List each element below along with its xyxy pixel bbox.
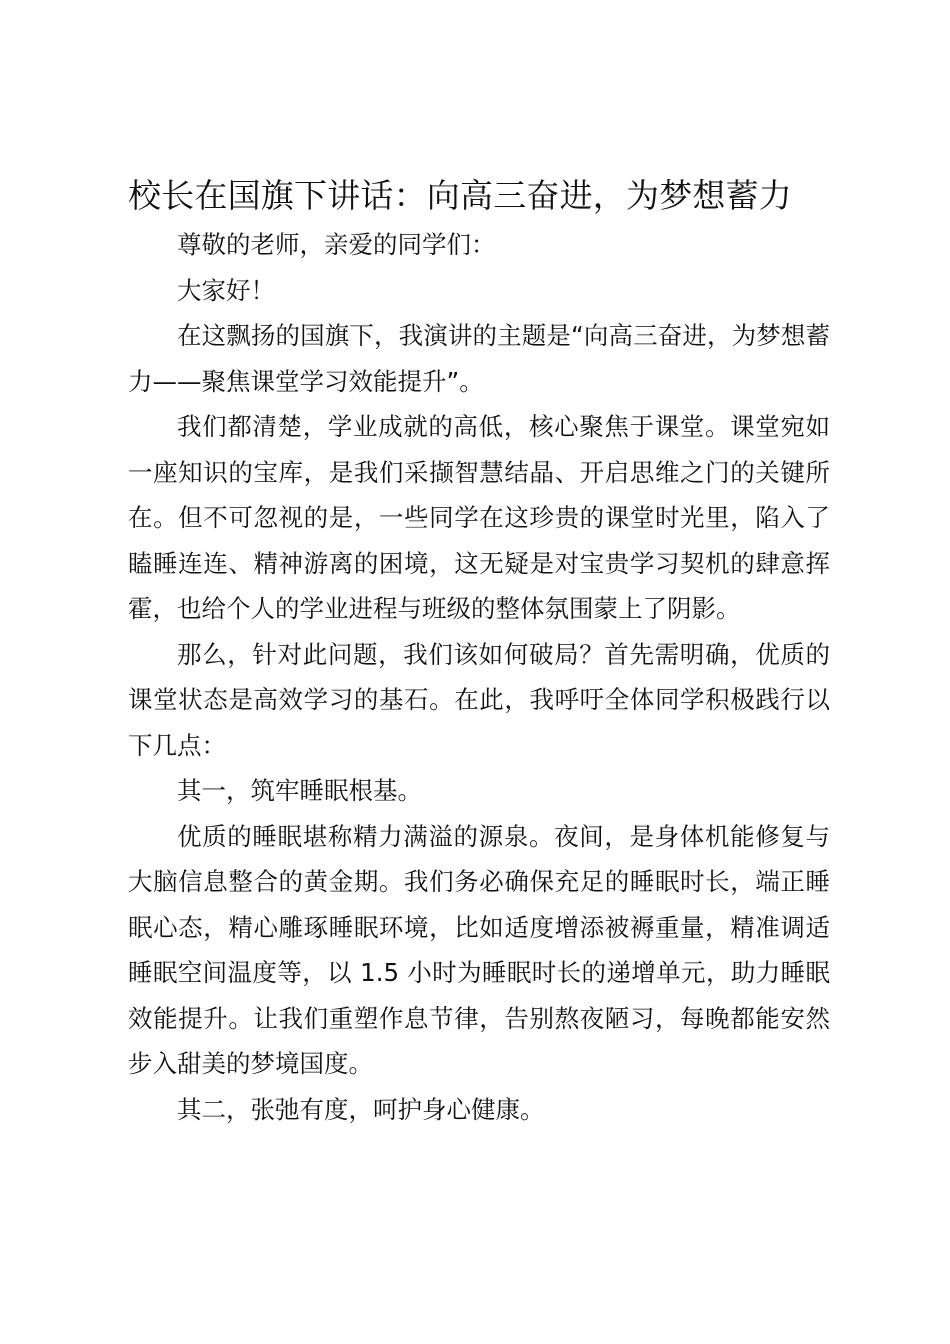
point-one-heading: 其一，筑牢睡眠根基。: [177, 776, 422, 805]
theme-paragraph: 在这飘扬的国旗下，我演讲的主题是“向高三奋进，为梦想蓄力——聚焦课堂学习效能提升”。: [128, 321, 830, 396]
salutation-paragraph: 尊敬的老师，亲爱的同学们：: [177, 230, 496, 259]
call-to-action-paragraph: 那么，针对此问题，我们该如何破局？首先需明确，优质的课堂状态是高效学习的基石。在此，我呼吁全体同学积极践行以下几点：: [128, 639, 830, 760]
document-body: [128, 222, 830, 1132]
document-title: 校长在国旗下讲话：向高三奋进，为梦想蓄力: [128, 176, 792, 215]
point-two-heading: 其二，张弛有度，呵护身心健康。: [177, 1094, 545, 1124]
greeting-paragraph: 大家好！: [177, 275, 275, 305]
sleep-paragraph: 优质的睡眠堪称精力满溢的源泉。夜间，是身体机能修复与大脑信息整合的黄金期。我们务必确保充足的睡眠时长，端正睡眠心态，精心雕琢睡眠环境，比如适度增添被褥重量，精准调适睡眠空间温度等，以 1.5 小时为睡眠时长的递增单元，助力睡眠效能提升。让我们重塑作息节律，告别熬夜陋习，每晚都能安然步入甜美的梦境国度。: [128, 821, 830, 1078]
problem-paragraph: 我们都清楚，学业成就的高低，核心聚焦于课堂。课堂宛如一座知识的宝库，是我们采撷智慧结晶、开启思维之门的关键所在。但不可忽视的是，一些同学在这珍贵的课堂时光里，陷入了瞌睡连连、精神游离的困境，这无疑是对宝贵学习契机的肆意挥霍，也给个人的学业进程与班级的整体氛围蒙上了阴影。: [128, 412, 830, 623]
